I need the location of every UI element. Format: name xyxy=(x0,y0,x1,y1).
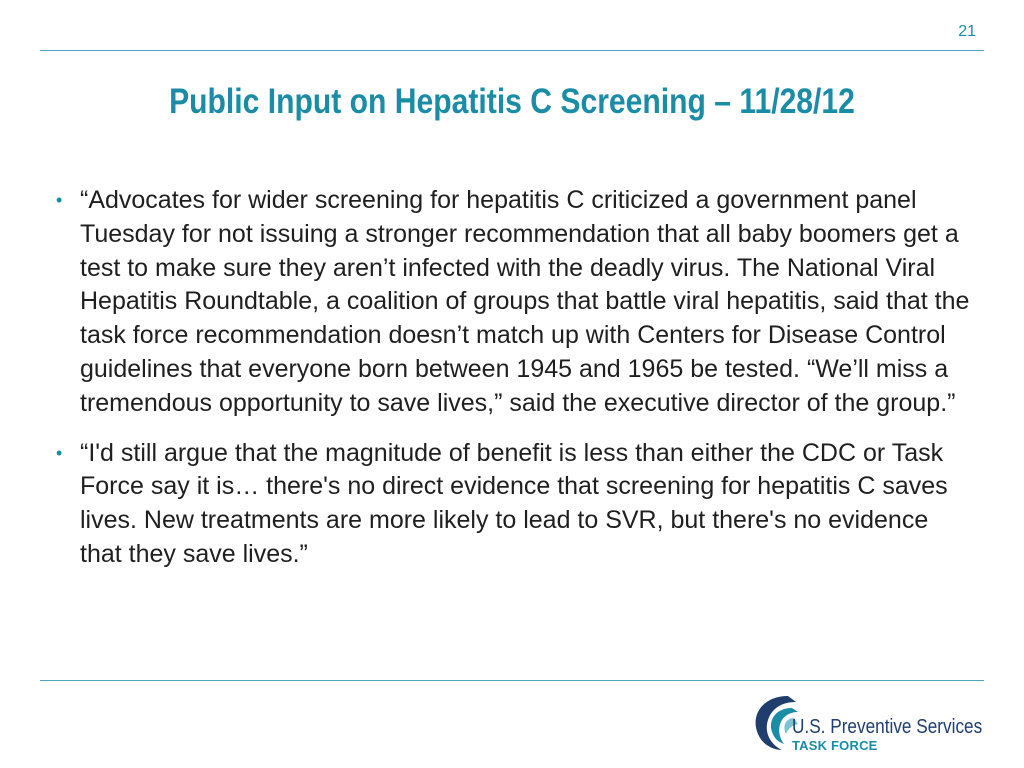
bullet-item xyxy=(56,437,976,572)
bullet-item xyxy=(56,184,976,421)
page-number: 21 xyxy=(958,23,976,40)
top-divider xyxy=(40,50,984,51)
logo-line-2: TASK FORCE xyxy=(792,738,878,753)
bullet-marker: • xyxy=(56,442,63,463)
bottom-divider xyxy=(40,680,984,681)
bullet-marker: • xyxy=(56,190,63,210)
uspstf-logo xyxy=(748,688,988,754)
bullet-text: “I'd still argue that the magnitude of benefit is less than either the CDC or Task Force say it is… there's no direct evidence that screening for hepatitis C saves lives. New treatments are more likely to lead to SVR, but there's no evidence that they save lives.” xyxy=(80,438,948,568)
logo-line-1: U.S. Preventive Services xyxy=(792,716,983,738)
bullet-text: “Advocates for wider screening for hepatitis C criticized a government panel Tuesday for not issuing a stronger recommendation that all baby boomers get a test to make sure they aren’t infected with the deadly virus. The National Viral Hepatitis Roundtable, a coalition of groups that battle viral hepatitis, said that the task force recommendation doesn’t match up with Centers for Disease Control guidelines that everyone born between 1945 and 1965 be tested. “We’ll miss a tremendous opportunity to save lives,” said the executive director of the group.” xyxy=(80,186,970,417)
slide-title: Public Input on Hepatitis C Screening – 11/28/12 xyxy=(169,82,855,121)
bullet-list xyxy=(56,184,976,588)
uspstf-swoosh-icon xyxy=(748,688,798,752)
